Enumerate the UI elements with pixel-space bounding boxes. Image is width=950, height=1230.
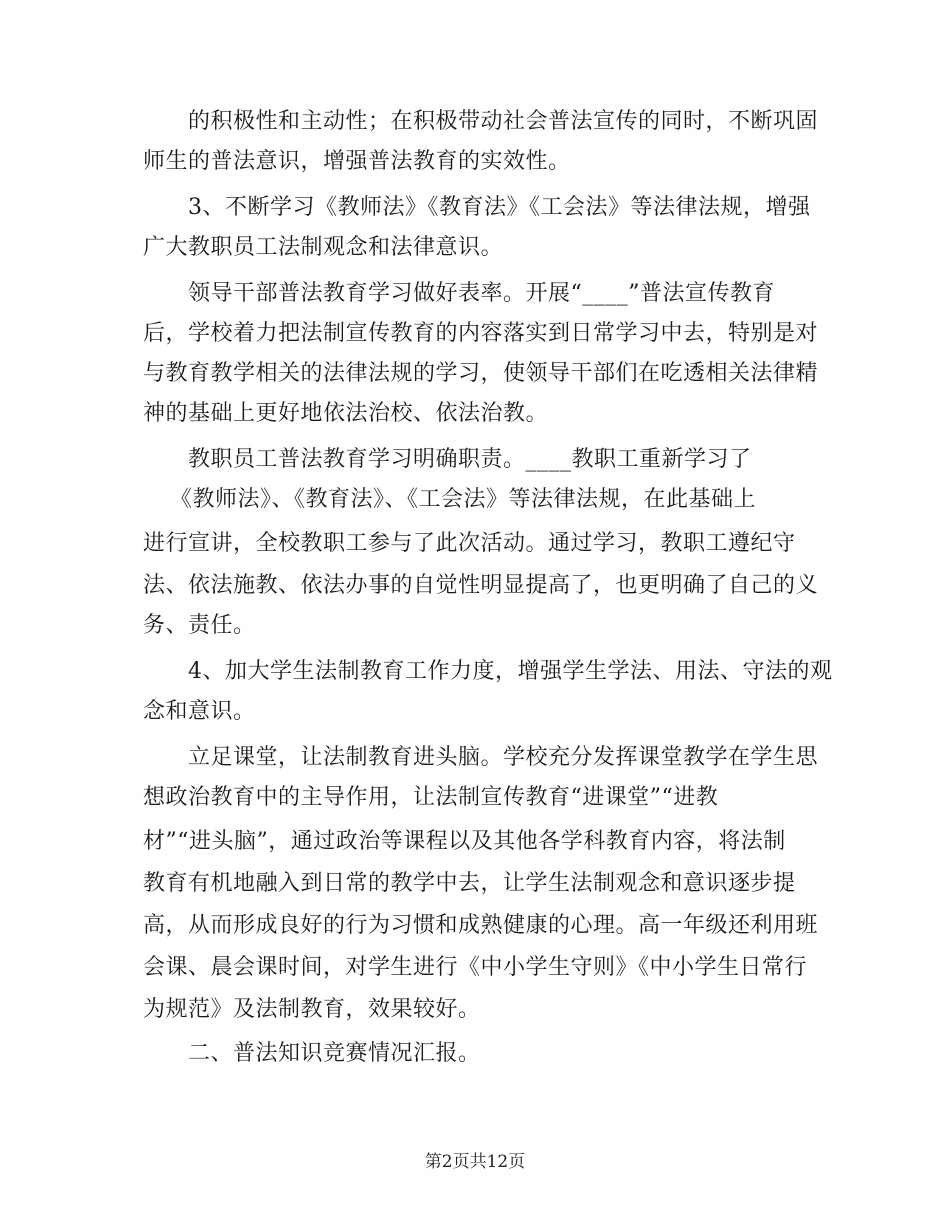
text-line: 教职员工普法教育学习明确职责。____教职工重新学习了 — [188, 447, 752, 472]
text-line: 神的基础上更好地依法治校、依法治教。 — [143, 401, 549, 426]
text-line: 立足课堂，让法制教育进头脑。学校充分发挥课堂教学在学生思 — [188, 745, 819, 770]
text-line: 进行宣讲，全校教职工参与了此次活动。通过学习，教职工遵纪守 — [143, 531, 796, 556]
text-line: 念和意识。 — [143, 699, 256, 724]
text-line: 为规范》及法制教育，效果较好。 — [143, 997, 481, 1022]
text-line: 《教师法》、《教育法》、《工会法》等法律法规，在此基础上 — [170, 487, 757, 512]
text-line: 高，从而形成良好的行为习惯和成熟健康的心理。高一年级还利用班 — [143, 913, 819, 938]
text-line: 想政治教育中的主导作用，让法制宣传教育“进课堂”“进教 — [143, 785, 719, 810]
text-line: 3、不断学习《教师法》《教育法》《工会法》等法律法规，增强 — [188, 195, 811, 220]
text-line: 领导干部普法教育学习做好表率。开展“____”普法宣传教育 — [188, 281, 775, 306]
text-line: 后，学校着力把法制宣传教育的内容落实到日常学习中去，特别是对 — [143, 321, 819, 346]
text-line: 会课、晨会课时间，对学生进行《中小学生守则》《中小学生日常行 — [143, 955, 808, 980]
text-line: 的积极性和主动性；在积极带动社会普法宣传的同时，不断巩固 — [188, 109, 819, 134]
text-line: 二、普法知识竞赛情况汇报。 — [188, 1041, 481, 1066]
text-line: 与教育教学相关的法律法规的学习，使领导干部们在吃透相关法律精 — [143, 361, 819, 386]
text-line: 教育有机地融入到日常的教学中去，让学生法制观念和意识逐步提 — [143, 871, 796, 896]
text-line: 务、责任。 — [143, 613, 256, 638]
text-line: 广大教职员工法制观念和法律意识。 — [143, 235, 504, 260]
page-number-footer: 第2页共12页 — [424, 1152, 526, 1172]
text-line: 4、加大学生法制教育工作力度，增强学生学法、用法、守法的观 — [188, 659, 833, 684]
text-line: 师生的普法意识，增强普法教育的实效性。 — [143, 149, 571, 174]
text-line: 材”“进头脑”，通过政治等课程以及其他各学科教育内容，将法制 — [143, 829, 786, 854]
text-line: 法、依法施教、依法办事的自觉性明显提高了，也更明确了自己的义 — [143, 573, 819, 598]
